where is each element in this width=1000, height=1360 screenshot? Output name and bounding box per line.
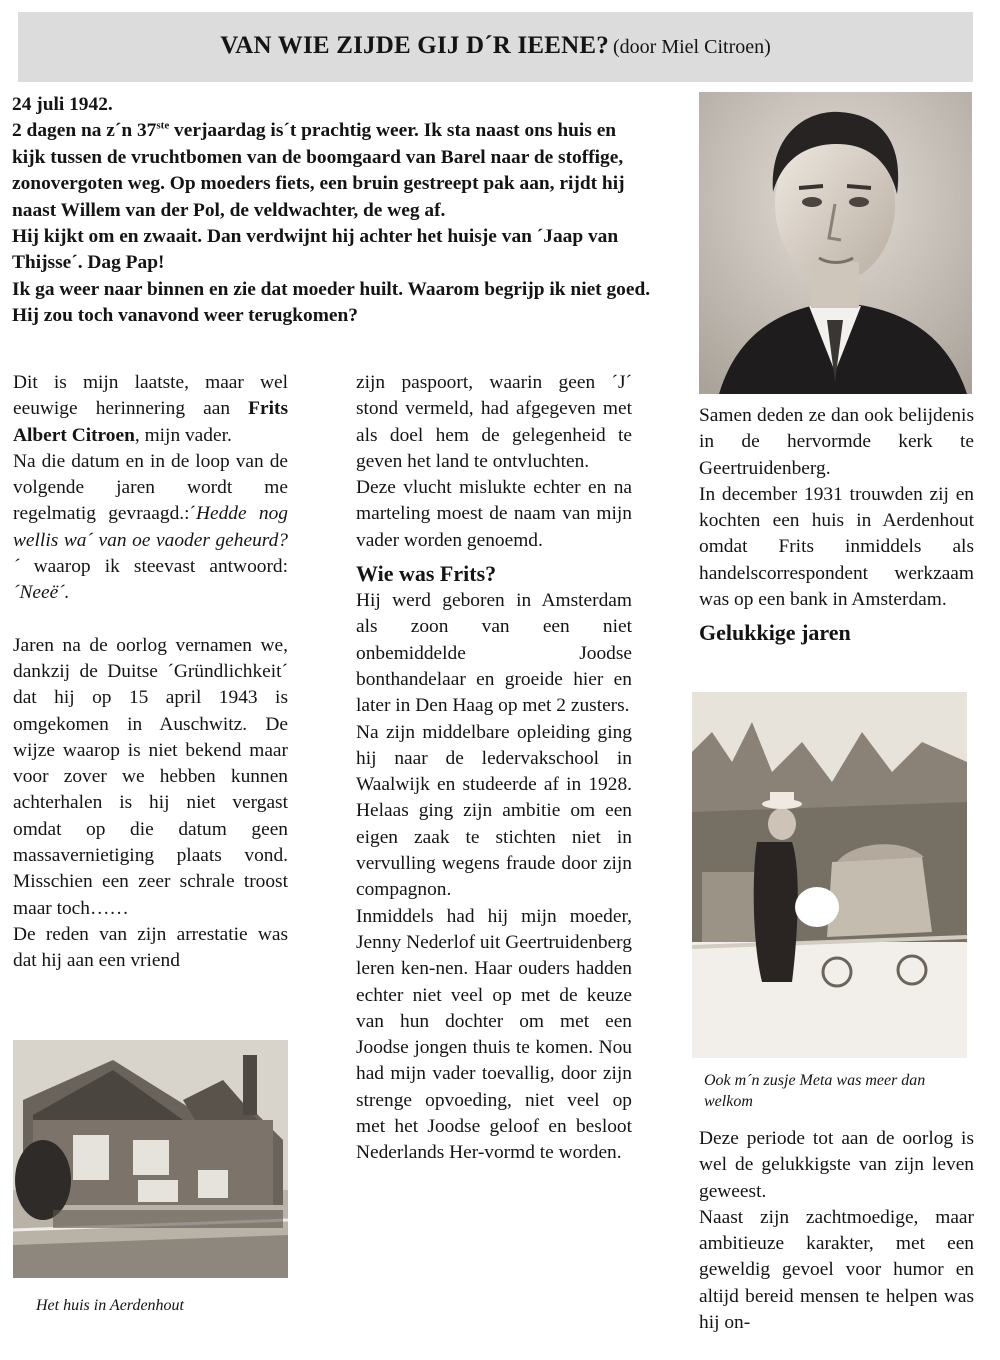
section-heading-gelukkige-jaren: Gelukkige jaren (699, 620, 851, 646)
pram-photo (692, 692, 967, 1058)
intro-paragraph-2: Hij kijkt om en zwaait. Dan verdwijnt hij achter het huisje van ´Jaap van Thijsse´. Dag Pap! (12, 226, 619, 274)
intro-paragraph-1-start: 2 dagen na z´n 37 (12, 120, 157, 142)
pram-illustration (692, 692, 967, 1058)
intro-superscript: ste (156, 119, 170, 132)
column-1 (13, 370, 288, 975)
column-3-paragraph-2: In december 1931 trouwden zij en kochten een huis in Aerdenhout omdat Frits inmiddels als handelscorrespondent werkzaam was op een bank in Amsterdam. (699, 483, 974, 611)
house-photo (13, 1040, 288, 1278)
dialect-answer: ´Neeë´. (13, 582, 70, 604)
column-1-answer-intro: waarop ik steevast antwoord: (19, 556, 288, 578)
column-2-paragraph-2: Deze vlucht mislukte echter en na marteling moest de naam van mijn vader worden genoemd. (356, 477, 632, 551)
column-3-paragraph-1: Samen deden ze dan ook belijdenis in de hervormde kerk te Geertruidenberg. (699, 405, 974, 479)
intro-paragraph-3: Ik ga weer naar binnen en zie dat moeder huilt. Waarom begrijp ik niet goed. Hij zou toch vanavond weer terugkomen? (12, 278, 651, 327)
portrait-photo (699, 92, 972, 394)
paragraph-gap (13, 607, 288, 633)
title-banner (18, 12, 973, 82)
intro-paragraph-1 (12, 118, 652, 224)
column-1-question-intro: Na die datum en in de loop van de volgende jaren wordt me regelmatig gevraagd.:´ (13, 450, 288, 525)
column-2-paragraph-5: Inmiddels had hij mijn moeder, Jenny Nederlof uit Geertruidenberg leren ken-nen. Haar ouders hadden echter niet veel op met de keuze van hun dochter om met een Joodse jongen thuis te komen. Nou had mijn vader toevallig, door zijn strenge opvoeding, niet veel op met het Joodse geloof en besloot Nederlands Her-vormd te worden. (356, 905, 632, 1164)
intro-paragraph-1-rest: verjaardag is´t prachtig weer. Ik sta naast ons huis en kijk tussen de vruchtbomen van de boomgaard van Barel naar de stoffige, zonovergoten weg. Op moeders fiets, een bruin gestreept pak aan, rijdt hij naast Willem van der Pol, de veldwachter, de weg af. (12, 120, 625, 221)
column-3-lower (699, 1126, 974, 1336)
pram-caption: Ook m´n zusje Meta was meer dan welkom (704, 1072, 926, 1110)
column-2-paragraph-4: Na zijn middelbare opleiding ging hij naar de ledervakschool in Waalwijk en studeerde af in 1928. Helaas ging zijn ambitie om een eigen zaak te stichten niet in vervulling wegens fraude door zijn compagnon. (356, 721, 632, 901)
column-3-paragraph-4: Naast zijn zachtmoedige, maar ambitieuze karakter, met een geweldig gevoel voor humor en altijd bereid mensen te helpen was hij on- (699, 1206, 974, 1334)
column-3 (699, 403, 974, 647)
house-illustration (13, 1040, 288, 1278)
section-heading-wie-was-frits: Wie was Frits? (356, 561, 497, 587)
column-2-paragraph-1: zijn paspoort, waarin geen ´J´ stond vermeld, had afgegeven met als doel hem de gelegenheid te geven het land te ontvluchten. (356, 372, 632, 472)
column-1-paragraph-4: De reden van zijn arrestatie was dat hij aan een vriend (13, 923, 288, 972)
intro-date: 24 juli 1942. (12, 94, 113, 115)
dialect-question: Hedde nog wellis wa´ van oe vaoder geheurd?´ (13, 503, 288, 578)
column-1-text: Dit is mijn laatste, maar wel eeuwige herinnering aan (13, 372, 288, 420)
intro-text (12, 92, 652, 330)
column-1-paragraph-1 (13, 370, 288, 449)
column-1-paragraph-2 (13, 449, 288, 607)
column-2-paragraph-3: Hij werd geboren in Amsterdam als zoon van een niet onbemiddelde Joodse bonthandelaar en groeide hier en later in Den Haag op met 2 zusters. (356, 590, 632, 717)
column-1-text-end: , mijn vader. (134, 424, 232, 446)
article-author: (door Miel Citroen) (613, 36, 771, 58)
column-1-paragraph-3: Jaren na de oorlog vernamen we, dankzij de Duitse ´Gründlichkeit´ dat hij op 15 april 1943 is omgekomen in Auschwitz. De wijze waarop is niet bekend maar voor zover we hebben kunnen achterhalen is hij niet vergast omdat op die datum geen massavernietiging plaats vond. Misschien een zeer schrale troost maar toch…… (13, 634, 288, 919)
portrait-illustration (699, 92, 972, 394)
article-title: VAN WIE ZIJDE GIJ D´R IEENE? (220, 32, 610, 59)
column-3-paragraph-3: Deze periode tot aan de oorlog is wel de gelukkigste van zijn leven geweest. (699, 1128, 974, 1202)
house-caption: Het huis in Aerdenhout (36, 1297, 184, 1314)
column-2 (356, 370, 632, 1167)
father-name: Frits Albert Citroen (13, 398, 288, 446)
